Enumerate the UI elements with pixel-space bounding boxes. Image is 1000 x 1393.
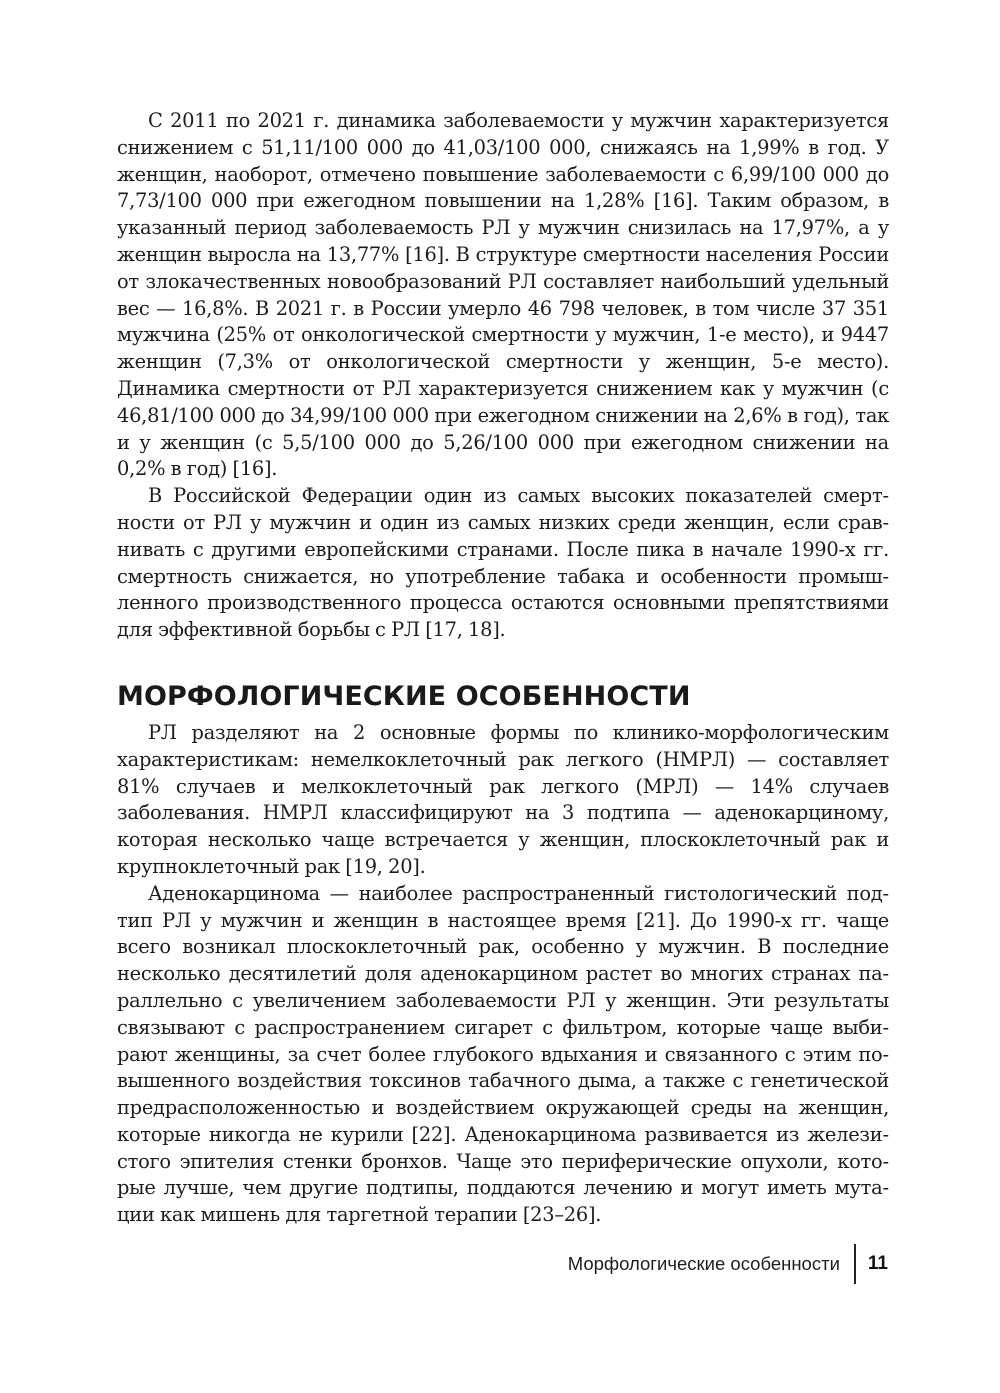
running-title: Морфологические особенности — [567, 1253, 840, 1274]
page-body — [117, 108, 889, 1229]
paragraph-adenocarcinoma: Аденокарцинома — наиболее распространенный гистологический подтип РЛ у мужчин и женщин в настоящее время [21]. До 1990-х гг. чаще всего возникал плоскоклеточный рак, особенно у мужчин. В последние несколько десятилетий доля аденокарцином растет во многих странах параллельно с увеличением заболеваемости РЛ у женщин. Эти результаты связывают с распространением сигарет с фильтром, которые чаще выбирают женщины, за счет более глубокого вдыхания и связанного с этим повышенного воздействия токсинов табачного дыма, а также с генетической предрасположенностью и воздействием окружающей среды на женщин, которые никогда не курили [22]. Аденокарцинома развивается из железистого эпителия стенки бронхов. Чаще это периферические опухоли, которые лучше, чем другие подтипы, поддаются лечению и могут иметь мутации как мишень для таргетной терапии [23–26]. — [117, 881, 889, 1227]
paragraph-incidence-dynamics: С 2011 по 2021 г. динамика заболеваемости у мужчин характеризуется снижением с 51,11/100 000 до 41,03/100 000, снижаясь на 1,99% в год. У женщин, наоборот, отмечено повышение заболеваемости с 6,99/100 000 до 7,73/100 000 при ежегодном повышении на 1,28% [16]. Таким образом, в указанный период заболеваемость РЛ у мужчин снизилась на 17,97%, а у женщин выросла на 13,77% [16]. В структуре смертности населения России от злокачественных новообразований РЛ составляет наибольший удельный вес — 16,8%. В 2021 г. в России умерло 46 798 человек, в том числе 37 351 мужчина (25% от онкологической смертности у мужчин, 1-е место), и 9447 женщин (7,3% от онкологической смертности у женщин, 5-е место). Динамика смертности от РЛ характеризуется снижением как у мужчин (с 46,81/100 000 до 34,99/100 000 при ежегодном снижении на 2,6% в год), так и у женщин (с 5,5/100 000 до 5,26/100 000 при ежегодном снижении на 0,2% в год) [16]. — [117, 109, 889, 481]
page-footer — [568, 1244, 888, 1284]
section-heading: МОРФОЛОГИЧЕСКИЕ ОСОБЕННОСТИ — [117, 680, 691, 712]
paragraph-main-forms: РЛ разделяют на 2 основные формы по клинико-морфологическим характеристикам: немелкоклеточный рак легкого (НМРЛ) — составляет 81% случаев и мелкоклеточный рак легкого (МРЛ) — 14% случаев заболевания. НМРЛ классифицируют на 3 подтипа — аденокарциному, которая несколько чаще встречается у женщин, плоскоклеточный рак и крупноклеточный рак [19, 20]. — [117, 720, 889, 878]
page-number: 11 — [867, 1253, 888, 1274]
paragraph-russia-mortality: В Российской Федерации один из самых высоких показателей смертности от РЛ у мужчин и один из самых низких среди женщин, если сравнивать с другими европейскими странами. После пика в начале 1990-х гг. смертность снижается, но употребление табака и особенности промышленного производственного процесса остаются основными препятствиями для эффективной борьбы с РЛ [17, 18]. — [117, 484, 889, 642]
